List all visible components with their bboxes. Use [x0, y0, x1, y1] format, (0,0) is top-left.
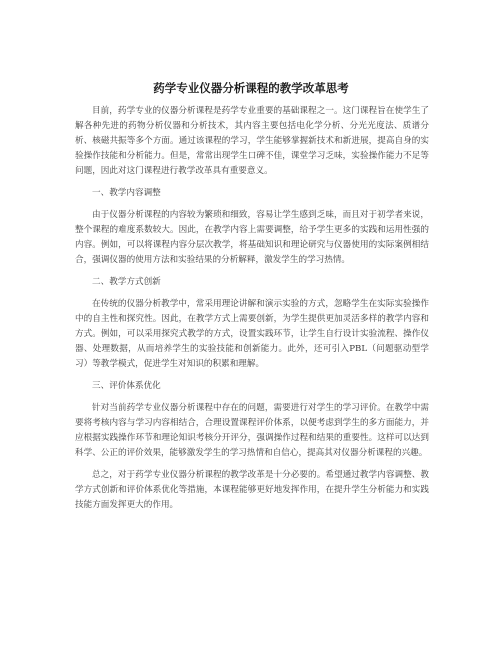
section-heading-content: 一、教学内容调整: [92, 188, 161, 198]
section-paragraph-evaluation: 针对当前药学专业仪器分析课程中存在的问题，需要进行对学生的学习评价。在教学中需要将考核内容与学习内容相结合，合理设置课程评价体系，以便考虑到学生的多方面能力，并应根据实践操作环节和理论知识考核分开评分，强调操作过程和结果的重要性。这样可以达到科学、公正的评价效果，能够激发学生的学习热情和自信心，提高其对仪器分析课程的兴趣。: [75, 403, 429, 458]
document-title: 药学专业仪器分析课程的教学改革思考: [153, 81, 349, 95]
document-body: [75, 104, 429, 520]
section-paragraph-content: 由于仪器分析课程的内容较为繁琐和细致，容易让学生感到乏味，而且对于初学者来说，整个课程的难度系数较大。因此，在教学内容上需要调整，给予学生更多的实践和运用性强的内容。例如，可以将课程内容分层次教学，将基础知识和理论研究与仪器使用的实际案例相结合，强调仪器的使用方法和实验结果的分析解释，激发学生的学习热情。: [75, 210, 429, 265]
intro-paragraph: 目前，药学专业的仪器分析课程是药学专业重要的基础课程之一。这门课程旨在使学生了解各种先进的药物分析仪器和分析技术，其内容主要包括电化学分析、分光光度法、质谱分析、核磁共振等多个方面。通过该课程的学习，学生能够掌握新技术和新进展，提高自身的实验操作技能和分析能力。但是，常常出现学生口碑不佳，课堂学习乏味，实验操作能力不足等问题，因此对这门课程进行教学改革具有重要意义。: [75, 106, 429, 176]
section-heading-evaluation: 三、评价体系优化: [92, 381, 161, 391]
section-paragraph-method: 在传统的仪器分析教学中，常采用理论讲解和演示实验的方式，忽略学生在实际实验操作中的自主性和探究性。因此，在教学方式上需要创新，为学生提供更加灵活多样的教学内容和方式。例如，可以采用探究式教学的方式，设置实践环节，让学生自行设计实验流程、操作仪器、处理数据，从而培养学生的实验技能和创新能力。此外，还可引入PBL（问题驱动型学习）等教学模式，促进学生对知识的积累和理解。: [75, 299, 429, 369]
section-heading-method: 二、教学方式创新: [92, 277, 161, 287]
conclusion-paragraph: 总之，对于药学专业仪器分析课程的教学改革是十分必要的。希望通过教学内容调整、教学方式创新和评价体系优化等措施，本课程能够更好地发挥作用，在提升学生分析能力和实践技能方面发挥更大的作用。: [75, 470, 429, 510]
